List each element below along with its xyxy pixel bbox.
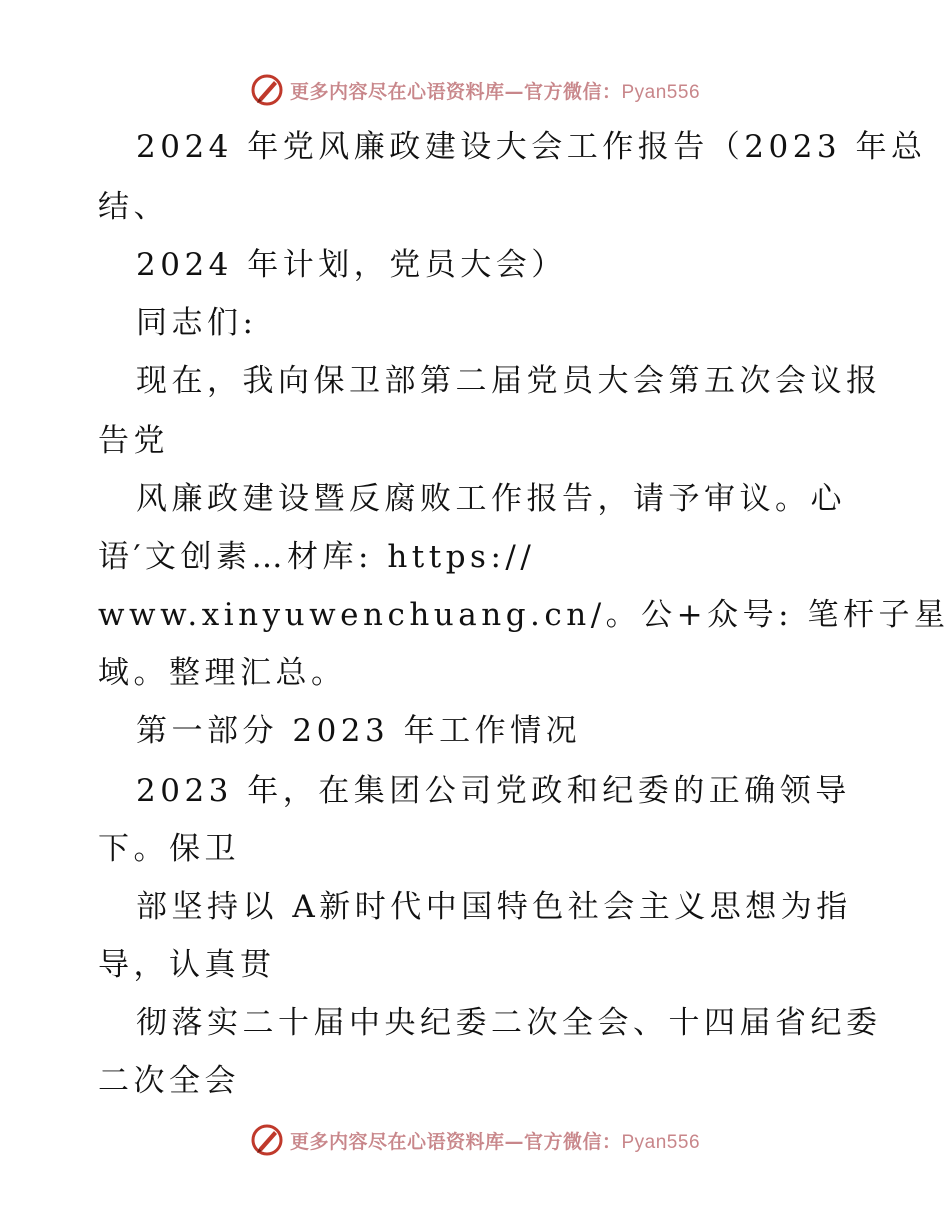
text-line: 二次全会 xyxy=(98,1063,240,1099)
text-line: 风廉政建设暨反腐败工作报告，请予审议。心 xyxy=(136,481,846,517)
text-line: 部坚持以 A新时代中国特色社会主义思想为指 xyxy=(136,889,852,925)
banner-text: 更多内容尽在心语资料库—官方微信：Pyan556 xyxy=(289,1130,701,1153)
text-line: 下。保卫 xyxy=(98,831,240,867)
wechat-id: Pyan556 xyxy=(621,1131,701,1153)
text-line: 同志们: xyxy=(136,305,258,341)
pen-logo-icon xyxy=(250,1123,284,1157)
banner-text: 更多内容尽在心语资料库—官方微信：Pyan556 xyxy=(289,80,701,103)
text-line: 2024 年党风廉政建设大会工作报告（2023 年总 xyxy=(136,129,927,165)
footer-banner xyxy=(0,1120,950,1160)
text-line: 现在，我向保卫部第二届党员大会第五次会议报 xyxy=(136,363,882,399)
text-line: 域。整理汇总。 xyxy=(98,655,347,691)
text-line: 告党 xyxy=(98,423,169,459)
text-line: 语′文创素…材库: https:// xyxy=(98,539,536,575)
text-line: 导，认真贯 xyxy=(98,947,276,983)
section-heading: 第一部分 2023 年工作情况 xyxy=(136,713,582,749)
text-line: 2023 年，在集团公司党政和纪委的正确领导 xyxy=(136,773,851,809)
text-line: 彻落实二十届中央纪委二次全会、十四届省纪委 xyxy=(136,1005,882,1041)
text-line: 2024 年计划，党员大会） xyxy=(136,247,567,283)
wechat-id: Pyan556 xyxy=(621,81,701,103)
text-line: 结、 xyxy=(98,189,169,225)
text-line: www.xinyuwenchuang.cn/。公+众号: 笔杆子星 xyxy=(98,597,950,633)
